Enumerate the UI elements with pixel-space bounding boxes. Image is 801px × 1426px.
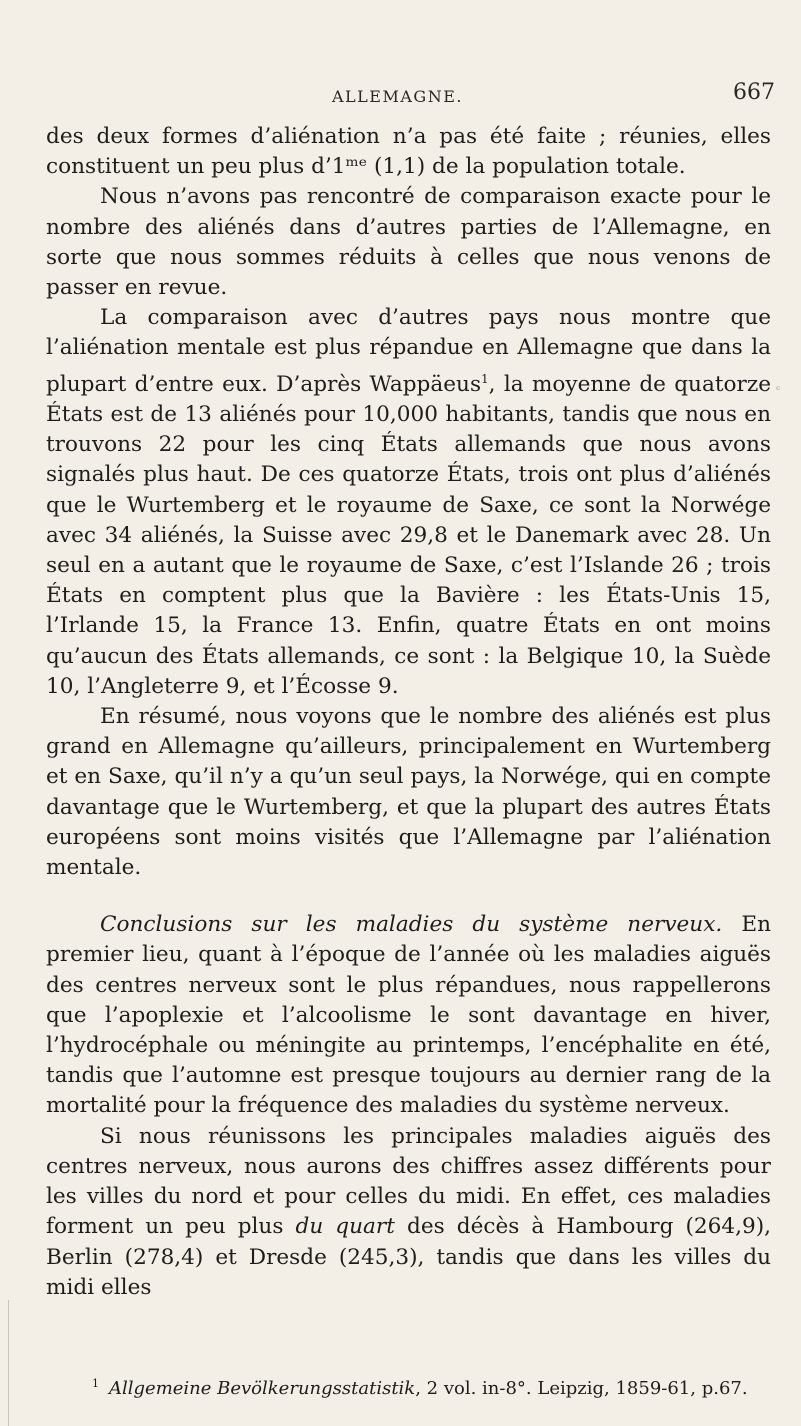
footnote xyxy=(92,1377,782,1399)
paragraph-4: En résumé, nous voyons que le nombre des aliénés est plus grand en Allemagne qu’ailleurs, principalement en Wurtemberg et en Saxe, qu’il n’y a qu’un seul pays, la Norwége, qui en compte davantage que le Wurtemberg, et que la plupart des autres États européens sont moins visités que l’Allemagne par l’aliénation mentale. xyxy=(46,704,771,881)
paragraph-6-italic: du quart xyxy=(295,1214,395,1240)
paragraph-3-text-a: La comparaison avec d’autres pays nous montre que l’aliénation mentale est plus répandue en Allemagne que dans la plupart d’entre eux. D’après Wappäeus xyxy=(46,305,771,397)
page-header xyxy=(0,80,801,114)
footnote-mark: 1 xyxy=(92,1377,99,1390)
binding-edge-line xyxy=(8,1300,9,1426)
paragraph-6-text-a: Si nous réunissons les principales maladies aiguës des centres nerveux, nous aurons des chiffres assez différents pour les villes du nord et pour celles du midi. En effet, ces maladies forment un peu plus xyxy=(46,1123,771,1240)
paragraph-3 xyxy=(46,303,771,702)
paragraph-5-text: En premier lieu, quant à l’époque de l’année où les maladies aiguës des centres nerveux sont le plus répandues, nous rappellerons que l’apoplexie et l’alcoolisme le sont davantage en hiver, l’hydrocéphale ou méningite au printemps, l’encéphalite en été, tandis que l’automne est presque toujours au dernier rang de la mortalité pour la fréquence des maladies du système nerveux. xyxy=(46,912,771,1119)
section-heading: Conclusions sur les maladies du système nerveux. xyxy=(100,912,723,938)
footnote-reference: 1 xyxy=(481,371,489,386)
margin-mark: ᶜ xyxy=(776,383,781,397)
footnote-rest: , 2 vol. in-8°. Leipzig, 1859-61, p.67. xyxy=(415,1378,748,1399)
body-text xyxy=(46,122,771,1303)
paragraph-2: Nous n’avons pas rencontré de comparaison exacte pour le nombre des aliénés dans d’autres parties de l’Allemagne, en sorte que nous sommes réduits à celles que nous venons de passer en revue. xyxy=(46,184,771,301)
paragraph-6 xyxy=(46,1122,771,1303)
paragraph-6-text-b: des décès à Hambourg (264,9), Berlin (278,4) et Dresde (245,3), tandis que dans les villes du midi elles xyxy=(46,1214,771,1300)
paragraph-3-text-b: , la moyenne de quatorze États est de 13 aliénés pour 10,000 habitants, tandis que nous en trouvons 22 pour les cinq États allemands que nous avons signalés plus haut. De ces quatorze États, trois ont plus d’aliénés que le Wurtemberg et le royaume de Saxe, ce sont la Norwége avec 34 aliénés, la Suisse avec 29,8 et le Danemark avec 28. Un seul en a autant que le royaume de Saxe, c’est l’Islande 26 ; trois États en comptent plus que la Bavière : les États-Unis 15, l’Irlande 15, la France 13. Enfin, quatre États en ont moins qu’aucun des États allemands, ce sont : la Belgique 10, la Suède 10, l’Angleterre 9, et l’Écosse 9. xyxy=(46,371,771,699)
paragraph-5 xyxy=(46,910,771,1121)
paragraph-1: des deux formes d’aliénation n’a pas été faite ; réunies, elles constituent un peu plus d’1ᵐᵉ (1,1) de la population totale. xyxy=(46,124,771,180)
running-head: ALLEMAGNE. xyxy=(332,87,463,106)
page-number: 667 xyxy=(733,80,775,105)
footnote-title: Allgemeine Bevölkerungsstatistik xyxy=(109,1378,416,1399)
